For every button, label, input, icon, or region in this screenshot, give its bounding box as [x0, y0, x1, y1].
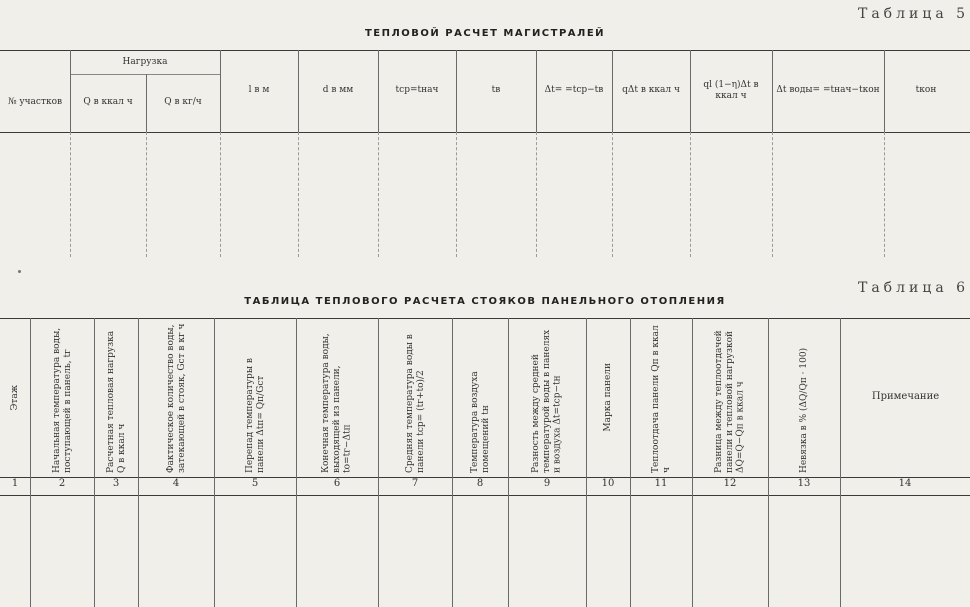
t6-col-7-text: Средняя температура воды в панели tср= (tг+tо)/2: [404, 333, 426, 473]
t6-num-5: 5: [251, 478, 259, 489]
t6-num-4: 4: [172, 478, 180, 489]
t6-num-10: 10: [601, 478, 615, 489]
t6-col-12-text: Разница между теплоотдачей панели и тепловой нагрузкой ΔQ=Q−Qп в ккал ч: [714, 329, 746, 473]
t6-col-10-text: Марка панели: [603, 363, 614, 432]
t6-num-6: 6: [333, 478, 341, 489]
t5-vline: [536, 50, 537, 132]
t5-col-7: tв: [491, 85, 501, 96]
t5-body-vline: [298, 132, 299, 257]
table5-label: Таблица 5: [858, 6, 970, 22]
t5-col-8: Δt= =tср−tв: [544, 85, 604, 96]
t6-col-3: [95, 320, 138, 475]
t6-col-9-text: Разность между средней температурой воды в панелях и воздуха Δt=tср−tн: [531, 329, 563, 473]
t6-col-7: [379, 320, 452, 475]
table5-group-rule: [70, 74, 220, 75]
t5-vline: [884, 50, 885, 132]
t6-num-8: 8: [476, 478, 484, 489]
t5-body-vline: [690, 132, 691, 257]
t6-num-7: 7: [411, 478, 419, 489]
table5-top-rule: [0, 50, 970, 51]
t5-body-vline: [772, 132, 773, 257]
t5-body-vline: [70, 132, 71, 257]
t5-col-5: d в мм: [322, 85, 354, 96]
t5-col-1: № участков: [7, 97, 63, 108]
t5-col-12: tкон: [915, 85, 937, 96]
t5-col-9: qΔt в ккал ч: [622, 85, 680, 96]
table5-title: ТЕПЛОВОЙ РАСЧЕТ МАГИСТРАЛЕЙ: [364, 28, 606, 39]
t6-col-2: [31, 320, 94, 475]
t6-col-12: [693, 320, 768, 475]
t5-vline: [456, 50, 457, 132]
t5-col-2: Q в ккал ч: [83, 97, 133, 108]
t5-vline: [612, 50, 613, 132]
table6-title: ТАБЛИЦА ТЕПЛОВОГО РАСЧЕТА СТОЯКОВ ПАНЕЛЬНОГО ОТОПЛЕНИЯ: [244, 296, 726, 307]
t5-body-vline: [884, 132, 885, 257]
t6-num-12: 12: [723, 478, 737, 489]
t6-col-11-text: Теплоотдача панели Qп в ккал ч: [650, 324, 672, 473]
t5-body-vline: [536, 132, 537, 257]
t6-col-8: [453, 320, 508, 475]
t5-col-3: Q в кг/ч: [164, 97, 202, 108]
t6-col-3-text: Расчетная тепловая нагрузка Q в ккал ч: [105, 330, 127, 473]
t6-col-8-text: Температура воздуха помещений tн: [469, 370, 491, 473]
t5-group-header: Нагрузка: [122, 57, 168, 68]
t6-col-13: [769, 320, 840, 475]
t6-col-14: Примечание: [871, 391, 940, 403]
t5-body-vline: [612, 132, 613, 257]
t5-vline: [298, 50, 299, 132]
t6-col-4: [139, 320, 214, 475]
t6-num-11: 11: [654, 478, 668, 489]
t6-col-6: [297, 320, 378, 475]
t6-col-11: [631, 320, 692, 475]
t5-body-vline: [146, 132, 147, 257]
t5-vline: [146, 74, 147, 132]
t5-body-vline: [378, 132, 379, 257]
t5-body-vline: [220, 132, 221, 257]
t6-num-3: 3: [112, 478, 120, 489]
t6-col-5-text: Перепад температуры в панели Δtп= Qп/Gст: [244, 357, 266, 473]
t6-num-14: 14: [898, 478, 912, 489]
t5-vline: [220, 50, 221, 132]
table6-number-rule: [0, 495, 970, 496]
t5-vline: [378, 50, 379, 132]
t6-num-1: 1: [11, 478, 19, 489]
t6-col-5: [215, 320, 296, 475]
t6-col-4-text: Фактическое количество воды, затекающей в стояк, Gст в кг ч: [165, 323, 187, 473]
t6-num-2: 2: [58, 478, 66, 489]
t6-col-2-text: Начальная температура воды, поступающей в панель, tг: [51, 327, 73, 473]
t6-col-6-text: Конечная температура воды, выходящей из панели, tо=tг−Δtп: [321, 332, 353, 473]
t6-col-10: [587, 320, 630, 475]
t6-num-9: 9: [543, 478, 551, 489]
t5-col-11: Δt воды= =tнач−tкон: [776, 85, 880, 96]
t5-col-6: tср=tнач: [395, 85, 439, 96]
t6-num-13: 13: [797, 478, 811, 489]
t5-body-vline: [456, 132, 457, 257]
t5-vline: [772, 50, 773, 132]
t6-col-1-text: Этаж: [9, 384, 20, 411]
t6-col-1: [0, 320, 30, 475]
t5-col-10: ql (1−η)Δt в ккал ч: [703, 79, 759, 101]
table6-label: Таблица 6: [858, 280, 970, 296]
t5-vline: [690, 50, 691, 132]
t6-col-13-text: Невязка в % (ΔQ/Qп · 100): [799, 347, 810, 473]
t5-col-4: l в м: [248, 85, 270, 96]
table6-top-rule: [0, 318, 970, 319]
scan-speck: [18, 270, 21, 273]
t6-col-9: [509, 320, 586, 475]
